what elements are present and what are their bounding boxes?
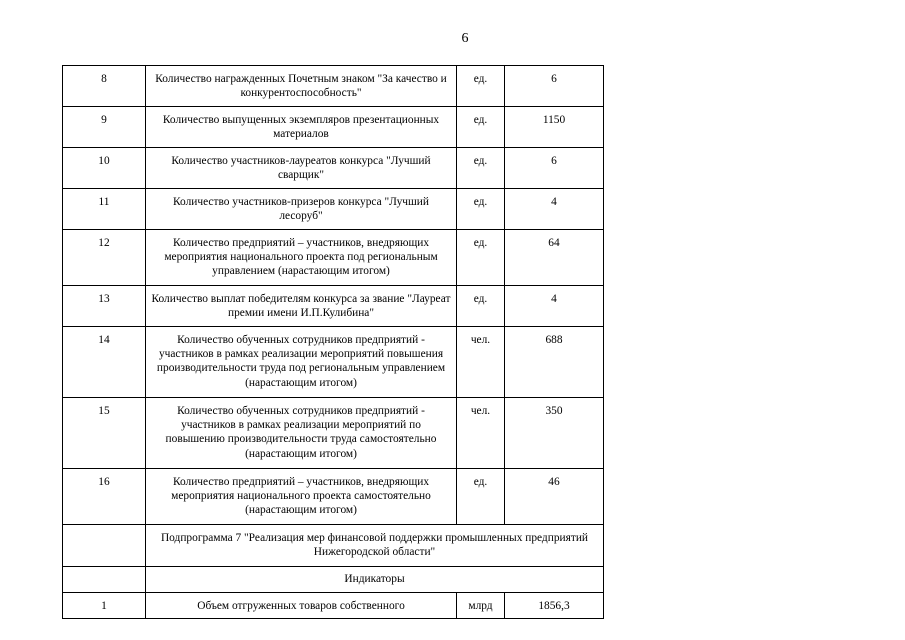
indicator-name: Количество обученных сотрудников предприятий - участников в рамках реализации мероприятий повышения производительности труда под региональным управлением (нарастающим итогом)	[146, 327, 457, 398]
value: 4	[505, 189, 604, 230]
table-row	[63, 593, 604, 619]
indicators-table	[62, 65, 604, 619]
row-number: 13	[63, 286, 146, 327]
table-row	[63, 189, 604, 230]
row-number: 15	[63, 398, 146, 469]
indicator-name: Количество участников-лауреатов конкурса "Лучший сварщик"	[146, 148, 457, 189]
indicator-name: Количество предприятий – участников, внедряющих мероприятия национального проекта самостоятельно (нарастающим итогом)	[146, 469, 457, 525]
row-number: 8	[63, 66, 146, 107]
table-row	[63, 286, 604, 327]
row-number: 16	[63, 469, 146, 525]
value: 350	[505, 398, 604, 469]
table-row	[63, 66, 604, 107]
value: 64	[505, 230, 604, 286]
indicator-name: Количество обученных сотрудников предприятий - участников в рамках реализации мероприятий по повышению производительности труда самостоятельно (нарастающим итогом)	[146, 398, 457, 469]
value: 6	[505, 66, 604, 107]
page-number: 6	[461, 31, 469, 46]
unit: чел.	[457, 327, 505, 398]
empty-cell	[63, 567, 146, 593]
row-number: 9	[63, 107, 146, 148]
row-number: 10	[63, 148, 146, 189]
table-row	[63, 230, 604, 286]
indicator-name: Количество выпущенных экземпляров презентационных материалов	[146, 107, 457, 148]
subprogram-title: Подпрограмма 7 "Реализация мер финансовой поддержки промышленных предприятий Нижегородской области"	[146, 525, 604, 567]
subprogram-row	[63, 525, 604, 567]
unit: ед.	[457, 66, 505, 107]
table-row	[63, 469, 604, 525]
row-number: 1	[63, 593, 146, 619]
table-row	[63, 148, 604, 189]
indicators-label: Индикаторы	[146, 567, 604, 593]
indicator-name: Количество награжденных Почетным знаком "За качество и конкурентоспособность"	[146, 66, 457, 107]
value: 1150	[505, 107, 604, 148]
indicator-name: Количество участников-призеров конкурса "Лучший лесоруб"	[146, 189, 457, 230]
row-number: 12	[63, 230, 146, 286]
unit: млрд	[457, 593, 505, 619]
table-row	[63, 327, 604, 398]
unit: ед.	[457, 189, 505, 230]
unit: чел.	[457, 398, 505, 469]
row-number: 11	[63, 189, 146, 230]
unit: ед.	[457, 148, 505, 189]
indicator-name: Количество выплат победителям конкурса за звание "Лауреат премии имени И.П.Кулибина"	[146, 286, 457, 327]
value: 1856,3	[505, 593, 604, 619]
unit: ед.	[457, 469, 505, 525]
table-row	[63, 107, 604, 148]
indicators-header-row	[63, 567, 604, 593]
empty-cell	[63, 525, 146, 567]
indicator-name: Объем отгруженных товаров собственного	[146, 593, 457, 619]
indicator-name: Количество предприятий – участников, внедряющих мероприятия национального проекта под региональным управлением (нарастающим итогом)	[146, 230, 457, 286]
value: 46	[505, 469, 604, 525]
unit: ед.	[457, 286, 505, 327]
value: 688	[505, 327, 604, 398]
unit: ед.	[457, 107, 505, 148]
row-number: 14	[63, 327, 146, 398]
table-row	[63, 398, 604, 469]
value: 4	[505, 286, 604, 327]
unit: ед.	[457, 230, 505, 286]
value: 6	[505, 148, 604, 189]
